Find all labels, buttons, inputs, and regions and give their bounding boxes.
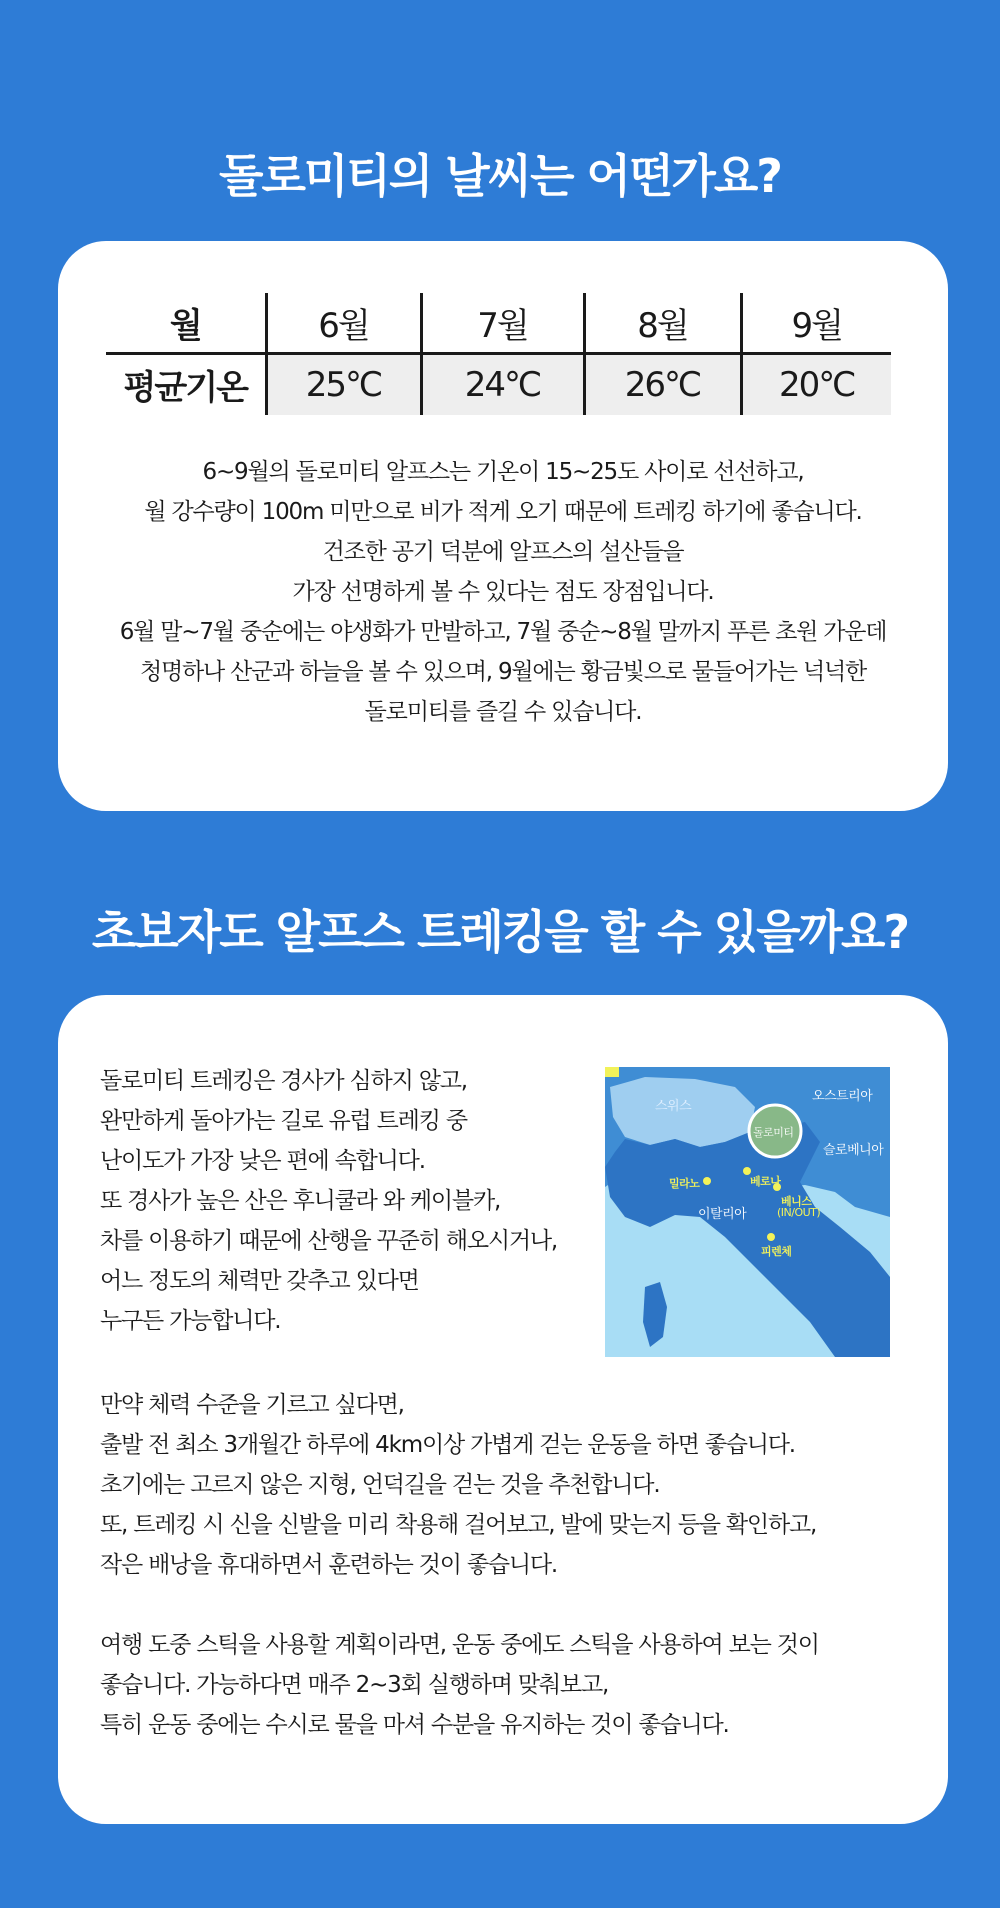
milano-dot [703,1177,711,1185]
month-header: 월 [106,293,266,353]
temperature-header: 평균기온 [123,368,247,409]
map-label-slovenia: 슬로베니아 [823,1143,884,1158]
paragraph-line: 6~9월의 돌로미티 알프스는 기온이 15~25도 사이로 선선하고, [202,459,804,485]
paragraph-line: 건조한 공기 덕분에 알프스의 설산들을 [322,539,684,565]
weather-paragraph [58,452,948,732]
paragraph-line: 작은 배낭을 휴대하면서 훈련하는 것이 좋습니다. [100,1552,558,1578]
month-cell: 7월 [421,293,584,353]
beginner-section-title: 초보자도 알프스 트레킹을 할 수 있을까요? [91,905,909,959]
map-label-dolomiti: 돌로미티 [753,1126,794,1139]
paragraph-line: 또 경사가 높은 산은 후니쿨라 와 케이블카, [100,1188,501,1214]
month-cell: 8월 [584,293,741,353]
map-label-verona: 베로나 [750,1175,781,1188]
beginner-card [58,995,948,1824]
paragraph-line: 특히 운동 중에는 수시로 물을 마셔 수분을 유지하는 것이 좋습니다. [100,1712,729,1738]
paragraph-line: 돌로미티를 즐길 수 있습니다. [364,699,642,725]
temperature-table [106,293,891,415]
map-label-switzerland: 스위스 [655,1099,692,1114]
weather-card [58,241,948,811]
paragraph-line: 차를 이용하기 때문에 산행을 꾸준히 해오시거나, [100,1228,558,1254]
paragraph-line: 누구든 가능합니다. [100,1308,281,1334]
paragraph-line: 완만하게 돌아가는 길로 유럽 트레킹 중 [100,1108,467,1134]
paragraph-line: 청명하나 산군과 하늘을 볼 수 있으며, 9월에는 황금빛으로 물들어가는 넉넉한 [139,659,867,685]
map-label-italy: 이탈리아 [698,1207,747,1222]
firenze-dot [767,1233,775,1241]
map-label-inout: (IN/OUT) [777,1206,821,1219]
month-cell: 9월 [741,293,891,353]
dolomiti-map [605,1067,890,1357]
paragraph-line: 가장 선명하게 볼 수 있다는 점도 장점입니다. [292,579,714,605]
paragraph-line: 월 강수량이 100m 미만으로 비가 적게 오기 때문에 트레킹 하기에 좋습니다. [144,499,862,525]
map-label-milano: 밀라노 [669,1177,700,1190]
paragraph-line: 돌로미티 트레킹은 경사가 심하지 않고, [100,1068,467,1094]
paragraph-line: 어느 정도의 체력만 갖추고 있다면 [100,1268,419,1294]
map-label-austria: 오스트리아 [812,1089,873,1104]
intro-paragraph [100,1061,600,1341]
temperature-cell: 20℃ [741,353,891,415]
map-corner-mark [605,1067,619,1077]
paragraph-line: 만약 체력 수준을 기르고 싶다면, [100,1392,404,1418]
paragraph-line: 6월 말~7월 중순에는 야생화가 만발하고, 7월 중순~8월 말까지 푸른 초원 가운데 [119,619,887,645]
training-paragraph [100,1385,920,1585]
table-row-temperature [106,353,891,415]
map-label-venice: 베니스 [781,1195,812,1208]
temperature-cell: 25℃ [266,353,421,415]
paragraph-line: 좋습니다. 가능하다면 매주 2~3회 실행하며 맞춰보고, [100,1672,609,1698]
map-label-firenze: 피렌체 [761,1245,792,1258]
paragraph-line: 또, 트레킹 시 신을 신발을 미리 착용해 걸어보고, 발에 맞는지 등을 확인하고, [100,1512,817,1538]
map-graphic [605,1067,890,1357]
paragraph-line: 여행 도중 스틱을 사용할 계획이라면, 운동 중에도 스틱을 사용하여 보는 것이 [100,1632,819,1658]
weather-section-title: 돌로미티의 날씨는 어떤가요? [219,149,781,203]
paragraph-line: 난이도가 가장 낮은 편에 속합니다. [100,1148,425,1174]
paragraph-line: 초기에는 고르지 않은 지형, 언덕길을 걷는 것을 추천합니다. [100,1472,660,1498]
table-row-month [106,293,891,353]
paragraph-line: 출발 전 최소 3개월간 하루에 4km이상 가볍게 걷는 운동을 하면 좋습니다. [100,1432,795,1458]
month-cell: 6월 [266,293,421,353]
temperature-cell: 24℃ [421,353,584,415]
temperature-cell: 26℃ [584,353,741,415]
sticks-paragraph [100,1625,920,1745]
